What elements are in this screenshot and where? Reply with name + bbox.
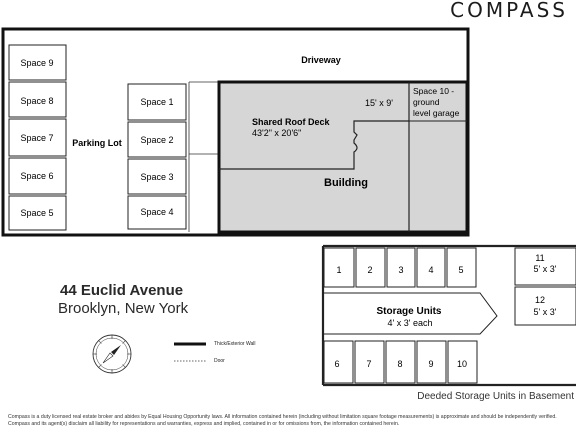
legal-disclaimer: Compass is a duty licensed real estate broker and abides by Equal Housing Opportunity laws. All information contained herein (including without limitation square footage measurements) is approximate and should be independently verified. Compass and its agent(s) disclaim all liability for representations and warranties, express and implied, contained in or for omissions from, the information contained herein. <box>8 414 557 427</box>
mid-space-label-4: Space 4 <box>140 207 174 217</box>
storage-unit-11: 11 <box>535 253 545 263</box>
address-street: 44 Euclid Avenue <box>60 282 184 299</box>
left-space-label-7: Space 7 <box>20 133 54 143</box>
roof-deck-label: Shared Roof Deck <box>252 117 330 127</box>
legend-door-label: Door <box>214 358 225 364</box>
mid-space-label-3: Space 3 <box>140 172 174 182</box>
driveway-label: Driveway <box>301 55 341 65</box>
storage-unit-12-size: 5' x 3' <box>533 307 557 317</box>
roof-extension-size: 15' x 9' <box>365 98 393 108</box>
storage-unit-11-size: 5' x 3' <box>533 264 557 274</box>
storage-unit-9: 9 <box>428 359 434 369</box>
storage-unit-4: 4 <box>428 265 434 275</box>
storage-unit-8: 8 <box>397 359 403 369</box>
space10-line-3: level garage <box>413 108 460 118</box>
space10-line-2: ground <box>413 97 440 107</box>
address-city: Brooklyn, New York <box>58 300 189 317</box>
left-space-label-6: Space 6 <box>20 171 54 181</box>
left-space-label-8: Space 8 <box>20 96 54 106</box>
left-space-label-5: Space 5 <box>20 208 54 218</box>
storage-unit-12: 12 <box>534 295 546 305</box>
storage-title: Storage Units <box>376 306 442 317</box>
storage-caption: Deeded Storage Units in Basement <box>417 391 574 402</box>
building-label: Building <box>324 177 368 189</box>
storage-unit-3: 3 <box>398 265 404 275</box>
storage-subtitle: 4' x 3' each <box>387 318 433 328</box>
compass-rose-icon <box>93 335 131 373</box>
storage-unit-5: 5 <box>458 265 464 275</box>
roof-deck-size: 43'2" x 20'6" <box>252 128 302 138</box>
storage-unit-6: 6 <box>334 359 340 369</box>
mid-space-label-2: Space 2 <box>140 135 174 145</box>
storage-unit-7: 7 <box>366 359 372 369</box>
storage-unit-10: 10 <box>456 359 468 369</box>
legend-wall-label: Thick/Exterior Wall <box>214 341 256 347</box>
mid-space-label-1: Space 1 <box>140 97 174 107</box>
left-space-label-9: Space 9 <box>20 58 54 68</box>
parking-lot-label: Parking Lot <box>72 138 122 148</box>
walkway <box>189 82 219 232</box>
storage-unit-1: 1 <box>336 265 342 275</box>
space10-line-1: Space 10 - <box>413 86 455 96</box>
storage-unit-2: 2 <box>367 265 373 275</box>
brand-logo: COMPASS <box>450 0 568 22</box>
